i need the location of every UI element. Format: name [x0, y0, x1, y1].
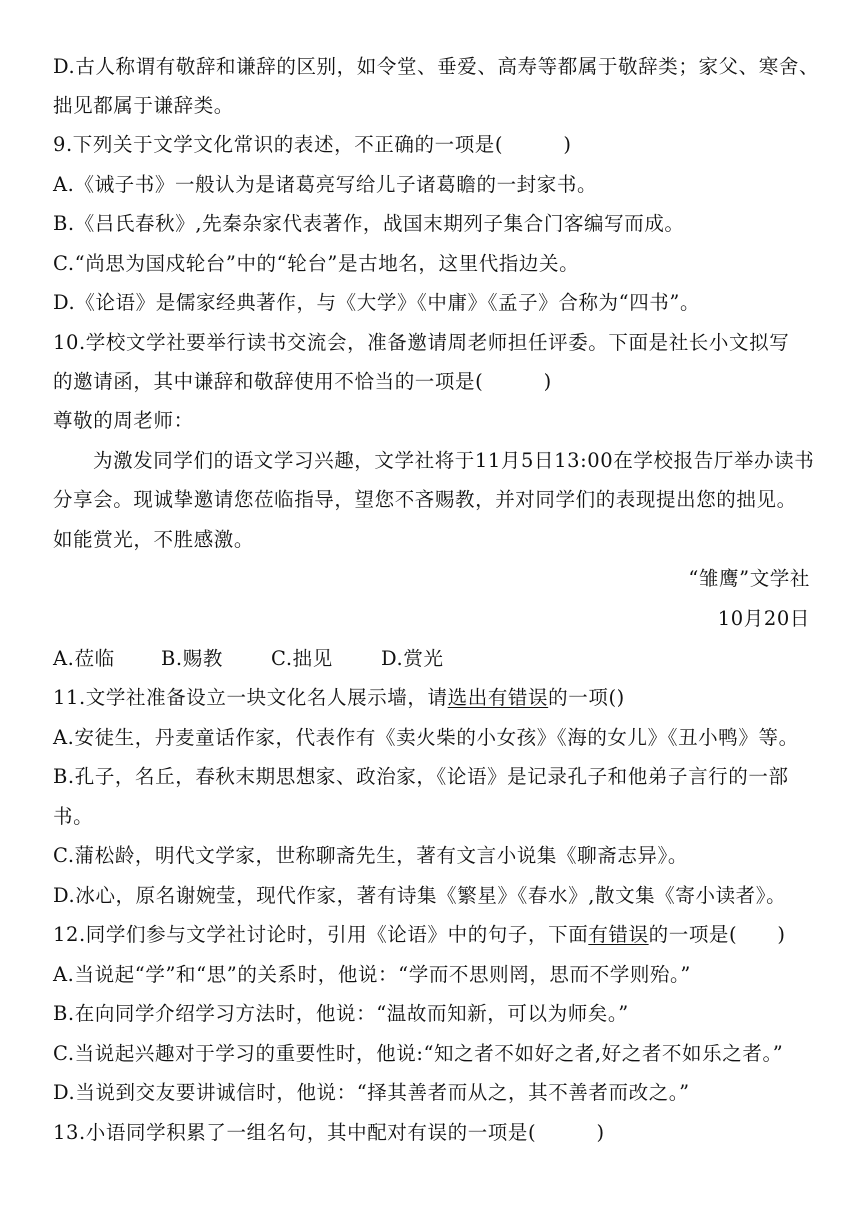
q11-stem: 11.文学社准备设立一块文化名人展示墙，请选出有错误的一项(): [53, 686, 625, 709]
q11-option-b-line1: B.孔子，名丘，春秋末期思想家、政治家，《论语》是记录孔子和他弟子言行的一部: [53, 765, 789, 788]
q11-option-d: D.冰心，原名谢婉莹，现代作家，著有诗集《繁星》《春水》,散文集《寄小读者》。: [53, 884, 787, 907]
q10-stem-line1: 10.学校文学社要举行读书交流会，准备邀请周老师担任评委。下面是社长小文拟写: [53, 331, 790, 354]
q11-option-a: A.安徒生，丹麦童话作家，代表作有《卖火柴的小女孩》《海的女儿》《丑小鸭》等。: [53, 726, 799, 749]
letter-body-line3: 如能赏光，不胜感激。: [53, 528, 255, 551]
q12-option-b: B.在向同学介绍学习方法时，他说：“温故而知新，可以为师矣。”: [53, 1002, 629, 1025]
q9-stem: 9.下列关于文学文化常识的表述，不正确的一项是( ): [53, 133, 572, 156]
q10-option-c: C.拙见: [271, 647, 333, 670]
q12-option-d: D.当说到交友要讲诚信时，他说：“择其善者而从之，其不善者而改之。”: [53, 1081, 690, 1104]
letter-body-line2: 分享会。现诚挚邀请您莅临指导，望您不吝赐教，并对同学们的表现提出您的拙见。: [53, 488, 797, 511]
q13-stem: 13.小语同学积累了一组名句，其中配对有误的一项是( ): [53, 1121, 605, 1144]
letter-body-line1: 为激发同学们的语文学习兴趣，文学社将于11月5日13:00在学校报告厅举办读书: [93, 449, 815, 472]
q10-option-b: B.赐教: [161, 647, 223, 670]
q8-option-d-line2: 拙见都属于谦辞类。: [53, 94, 234, 117]
q11-option-b-line2: 书。: [53, 805, 94, 828]
q11-option-c: C.蒲松龄，明代文学家，世称聊斋先生，著有文言小说集《聊斋志异》。: [53, 844, 688, 867]
letter-signature: “雏鹰”文学社: [688, 567, 810, 590]
q9-option-d: D.《论语》是儒家经典著作，与《大学》《中庸》《孟子》合称为“四书”。: [53, 291, 701, 314]
q10-stem-line2: 的邀请函，其中谦辞和敬辞使用不恰当的一项是( ): [53, 370, 552, 393]
letter-date: 10月20日: [717, 607, 810, 630]
q10-options: [53, 644, 824, 674]
q12-emphasis: 有错误: [588, 923, 649, 946]
letter-salutation: 尊敬的周老师：: [53, 409, 194, 432]
q8-option-d-line1: D.古人称谓有敬辞和谦辞的区别，如令堂、垂爱、高寿等都属于敬辞类；家父、寒舍、: [53, 55, 820, 78]
q11-emphasis: 选出有错误: [447, 686, 549, 709]
q12-option-a: A.当说起“学”和“思”的关系时，他说：“学而不思则罔，思而不学则殆。”: [53, 963, 691, 986]
q12-stem: 12.同学们参与文学社讨论时，引用《论语》中的句子，下面有错误的一项是( ): [53, 923, 786, 946]
q12-option-c: C.当说起兴趣对于学习的重要性时，他说:“知之者不如好之者,好之者不如乐之者。”: [53, 1042, 784, 1065]
q9-option-b: B.《吕氏春秋》,先秦杂家代表著作，战国末期列子集合门客编写而成。: [53, 212, 685, 235]
q9-option-c: C.“尚思为国戍轮台”中的“轮台”是古地名，这里代指边关。: [53, 252, 580, 275]
q10-option-a: A.莅临: [53, 647, 115, 670]
q9-option-a: A.《诫子书》一般认为是诸葛亮写给儿子诸葛瞻的一封家书。: [53, 173, 598, 196]
q10-option-d: D.赏光: [381, 647, 444, 670]
